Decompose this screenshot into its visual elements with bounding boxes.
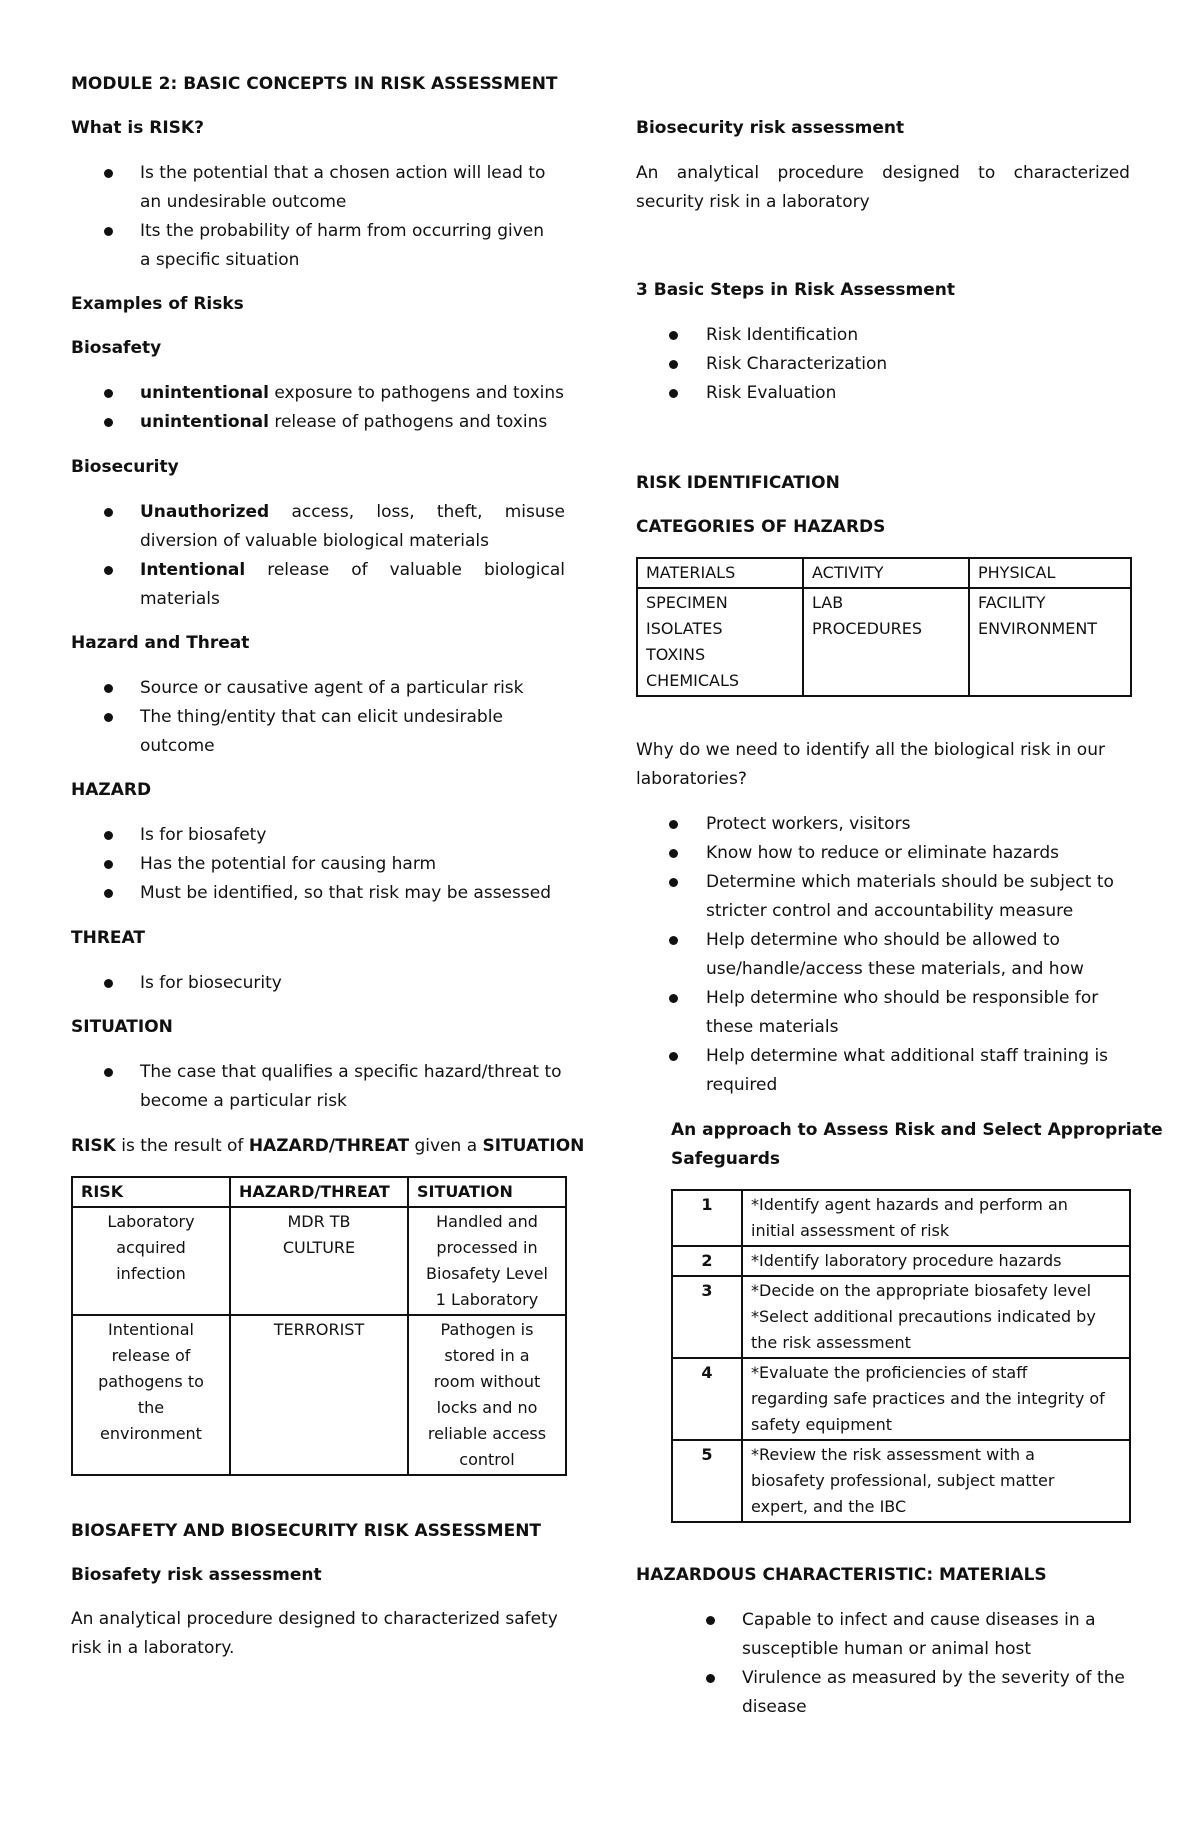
why-item-1: Protect workers, visitors	[706, 814, 911, 834]
table-row	[637, 588, 1131, 696]
bra-text-line2: risk in a laboratory.	[71, 1638, 235, 1658]
table-cell: Handled and processed in Biosafety Level 1 Laboratory	[408, 1207, 566, 1315]
bullet-icon	[104, 418, 113, 427]
biosafety-item-2: unintentional release of pathogens and toxins	[140, 412, 548, 432]
biosecurity-item-1-line2: diversion of valuable biological materials	[140, 531, 489, 551]
risk-identification-heading: RISK IDENTIFICATION	[636, 473, 840, 493]
bullet-icon	[669, 878, 678, 887]
risk-table	[71, 1176, 567, 1476]
why-item-6-line2: required	[706, 1075, 778, 1095]
why-item-3-line1: Determine which materials should be subject to	[706, 872, 1114, 892]
approach-heading-line1: An approach to Assess Risk and Select Appropriate	[671, 1120, 1163, 1140]
hazard-item-3: Must be identified, so that risk may be assessed	[140, 883, 551, 903]
biosecurity-item-1-line1: Unauthorized access, loss, theft, misuse	[140, 502, 565, 522]
hazchar-item-1-line2: susceptible human or animal host	[742, 1639, 1032, 1659]
risk-def-2-line1: Its the probability of harm from occurring given	[140, 221, 544, 241]
table-row	[72, 1207, 566, 1315]
bullet-icon	[104, 713, 113, 722]
bullet-icon	[669, 936, 678, 945]
steps-heading: 3 Basic Steps in Risk Assessment	[636, 280, 955, 300]
why-item-4-line2: use/handle/access these materials, and how	[706, 959, 1084, 979]
why-item-5-line2: these materials	[706, 1017, 839, 1037]
why-question-line2: laboratories?	[636, 769, 747, 789]
step-item-1: Risk Identification	[706, 325, 859, 345]
bsra-text-line1: An analytical procedure designed to characterized	[636, 163, 1130, 183]
hazchar-item-2-line1: Virulence as measured by the severity of the	[742, 1668, 1125, 1688]
bullet-icon	[706, 1674, 715, 1683]
categories-table	[636, 557, 1132, 697]
bullet-icon	[104, 979, 113, 988]
table-cell: TERRORIST	[230, 1315, 408, 1475]
hazard-threat-item-2-line2: outcome	[140, 736, 215, 756]
why-question-line1: Why do we need to identify all the biological risk in our	[636, 740, 1105, 760]
approach-heading-line2: Safeguards	[671, 1149, 781, 1169]
bullet-icon	[104, 566, 113, 575]
table-row	[672, 1440, 1130, 1522]
step-number: 5	[672, 1440, 742, 1522]
bullet-icon	[669, 331, 678, 340]
categories-header: ACTIVITY	[803, 558, 969, 588]
biosafety-heading: Biosafety	[71, 338, 162, 358]
bra-text-line1: An analytical procedure designed to characterized safety	[71, 1609, 558, 1629]
situation-heading: SITUATION	[71, 1017, 173, 1037]
hazard-threat-item-2-line1: The thing/entity that can elicit undesirable	[140, 707, 503, 727]
threat-item-1: Is for biosecurity	[140, 973, 282, 993]
step-item-2: Risk Characterization	[706, 354, 888, 374]
hazard-heading: HAZARD	[71, 780, 152, 800]
hazard-threat-item-1: Source or causative agent of a particular risk	[140, 678, 524, 698]
table-cell: Laboratory acquired infection	[72, 1207, 230, 1315]
categories-header: PHYSICAL	[969, 558, 1131, 588]
bullet-icon	[104, 684, 113, 693]
hazchar-heading: HAZARDOUS CHARACTERISTIC: MATERIALS	[636, 1565, 1047, 1585]
why-item-5-line1: Help determine who should be responsible for	[706, 988, 1099, 1008]
risk-def-1-line2: an undesirable outcome	[140, 192, 347, 212]
why-item-4-line1: Help determine who should be allowed to	[706, 930, 1060, 950]
bullet-icon	[104, 508, 113, 517]
table-cell: SPECIMEN ISOLATES TOXINS CHEMICALS	[637, 588, 803, 696]
step-number: 3	[672, 1276, 742, 1358]
table-cell: MDR TB CULTURE	[230, 1207, 408, 1315]
step-item-3: Risk Evaluation	[706, 383, 837, 403]
step-number: 2	[672, 1246, 742, 1276]
table-cell: *Identify agent hazards and perform an initial assessment of risk	[742, 1190, 1130, 1246]
table-cell: Pathogen is stored in a room without locks and no reliable access control	[408, 1315, 566, 1475]
table-cell: *Evaluate the proficiencies of staff regarding safe practices and the integrity of safety equipment	[742, 1358, 1130, 1440]
bullet-icon	[669, 994, 678, 1003]
hazchar-item-2-line2: disease	[742, 1697, 807, 1717]
situation-item-line2: become a particular risk	[140, 1091, 347, 1111]
bullet-icon	[669, 1052, 678, 1061]
bullet-icon	[104, 1068, 113, 1077]
risk-table-header: HAZARD/THREAT	[230, 1177, 408, 1207]
bullet-icon	[104, 389, 113, 398]
table-row	[72, 1315, 566, 1475]
biosecurity-heading: Biosecurity	[71, 457, 179, 477]
bullet-icon	[104, 227, 113, 236]
hazard-threat-heading: Hazard and Threat	[71, 633, 250, 653]
hazchar-item-1-line1: Capable to infect and cause diseases in a	[742, 1610, 1096, 1630]
situation-item-line1: The case that qualifies a specific hazard/threat to	[140, 1062, 562, 1082]
approach-table	[671, 1189, 1131, 1523]
bullet-icon	[706, 1616, 715, 1625]
table-cell: FACILITY ENVIRONMENT	[969, 588, 1131, 696]
table-row	[672, 1190, 1130, 1246]
step-number: 1	[672, 1190, 742, 1246]
what-is-risk-heading: What is RISK?	[71, 118, 204, 138]
bra-heading: Biosafety risk assessment	[71, 1565, 322, 1585]
step-number: 4	[672, 1358, 742, 1440]
table-row	[672, 1276, 1130, 1358]
why-item-2: Know how to reduce or eliminate hazards	[706, 843, 1060, 863]
bullet-icon	[104, 169, 113, 178]
module-title: MODULE 2: BASIC CONCEPTS IN RISK ASSESSMENT	[71, 74, 558, 94]
table-cell: LAB PROCEDURES	[803, 588, 969, 696]
bsra-text-line2: security risk in a laboratory	[636, 192, 870, 212]
hazard-item-2: Has the potential for causing harm	[140, 854, 437, 874]
risk-formula: RISK is the result of HAZARD/THREAT given a SITUATION	[71, 1136, 585, 1156]
biosecurity-item-2-line1: Intentional release of valuable biological	[140, 560, 565, 580]
bullet-icon	[104, 831, 113, 840]
bbra-heading: BIOSAFETY AND BIOSECURITY RISK ASSESSMENT	[71, 1521, 542, 1541]
table-cell: Intentional release of pathogens to the environment	[72, 1315, 230, 1475]
threat-heading: THREAT	[71, 928, 145, 948]
bullet-icon	[669, 389, 678, 398]
bullet-icon	[669, 849, 678, 858]
examples-heading: Examples of Risks	[71, 294, 244, 314]
hazard-item-1: Is for biosafety	[140, 825, 267, 845]
why-item-3-line2: stricter control and accountability measure	[706, 901, 1074, 921]
risk-def-2-line2: a specific situation	[140, 250, 300, 270]
table-row	[672, 1358, 1130, 1440]
why-item-6-line1: Help determine what additional staff training is	[706, 1046, 1109, 1066]
bullet-icon	[669, 820, 678, 829]
biosafety-item-1: unintentional exposure to pathogens and toxins	[140, 383, 565, 403]
risk-table-header: RISK	[72, 1177, 230, 1207]
categories-header: MATERIALS	[637, 558, 803, 588]
risk-def-1-line1: Is the potential that a chosen action will lead to	[140, 163, 546, 183]
table-cell: *Review the risk assessment with a biosafety professional, subject matter expert, and the IBC	[742, 1440, 1130, 1522]
categories-heading: CATEGORIES OF HAZARDS	[636, 517, 886, 537]
bullet-icon	[104, 889, 113, 898]
table-cell: *Identify laboratory procedure hazards	[742, 1246, 1130, 1276]
biosecurity-item-2-line2: materials	[140, 589, 220, 609]
bsra-heading: Biosecurity risk assessment	[636, 118, 905, 138]
table-row	[672, 1246, 1130, 1276]
table-cell: *Decide on the appropriate biosafety level *Select additional precautions indicated by the risk assessment	[742, 1276, 1130, 1358]
risk-table-header: SITUATION	[408, 1177, 566, 1207]
bullet-icon	[104, 860, 113, 869]
bullet-icon	[669, 360, 678, 369]
